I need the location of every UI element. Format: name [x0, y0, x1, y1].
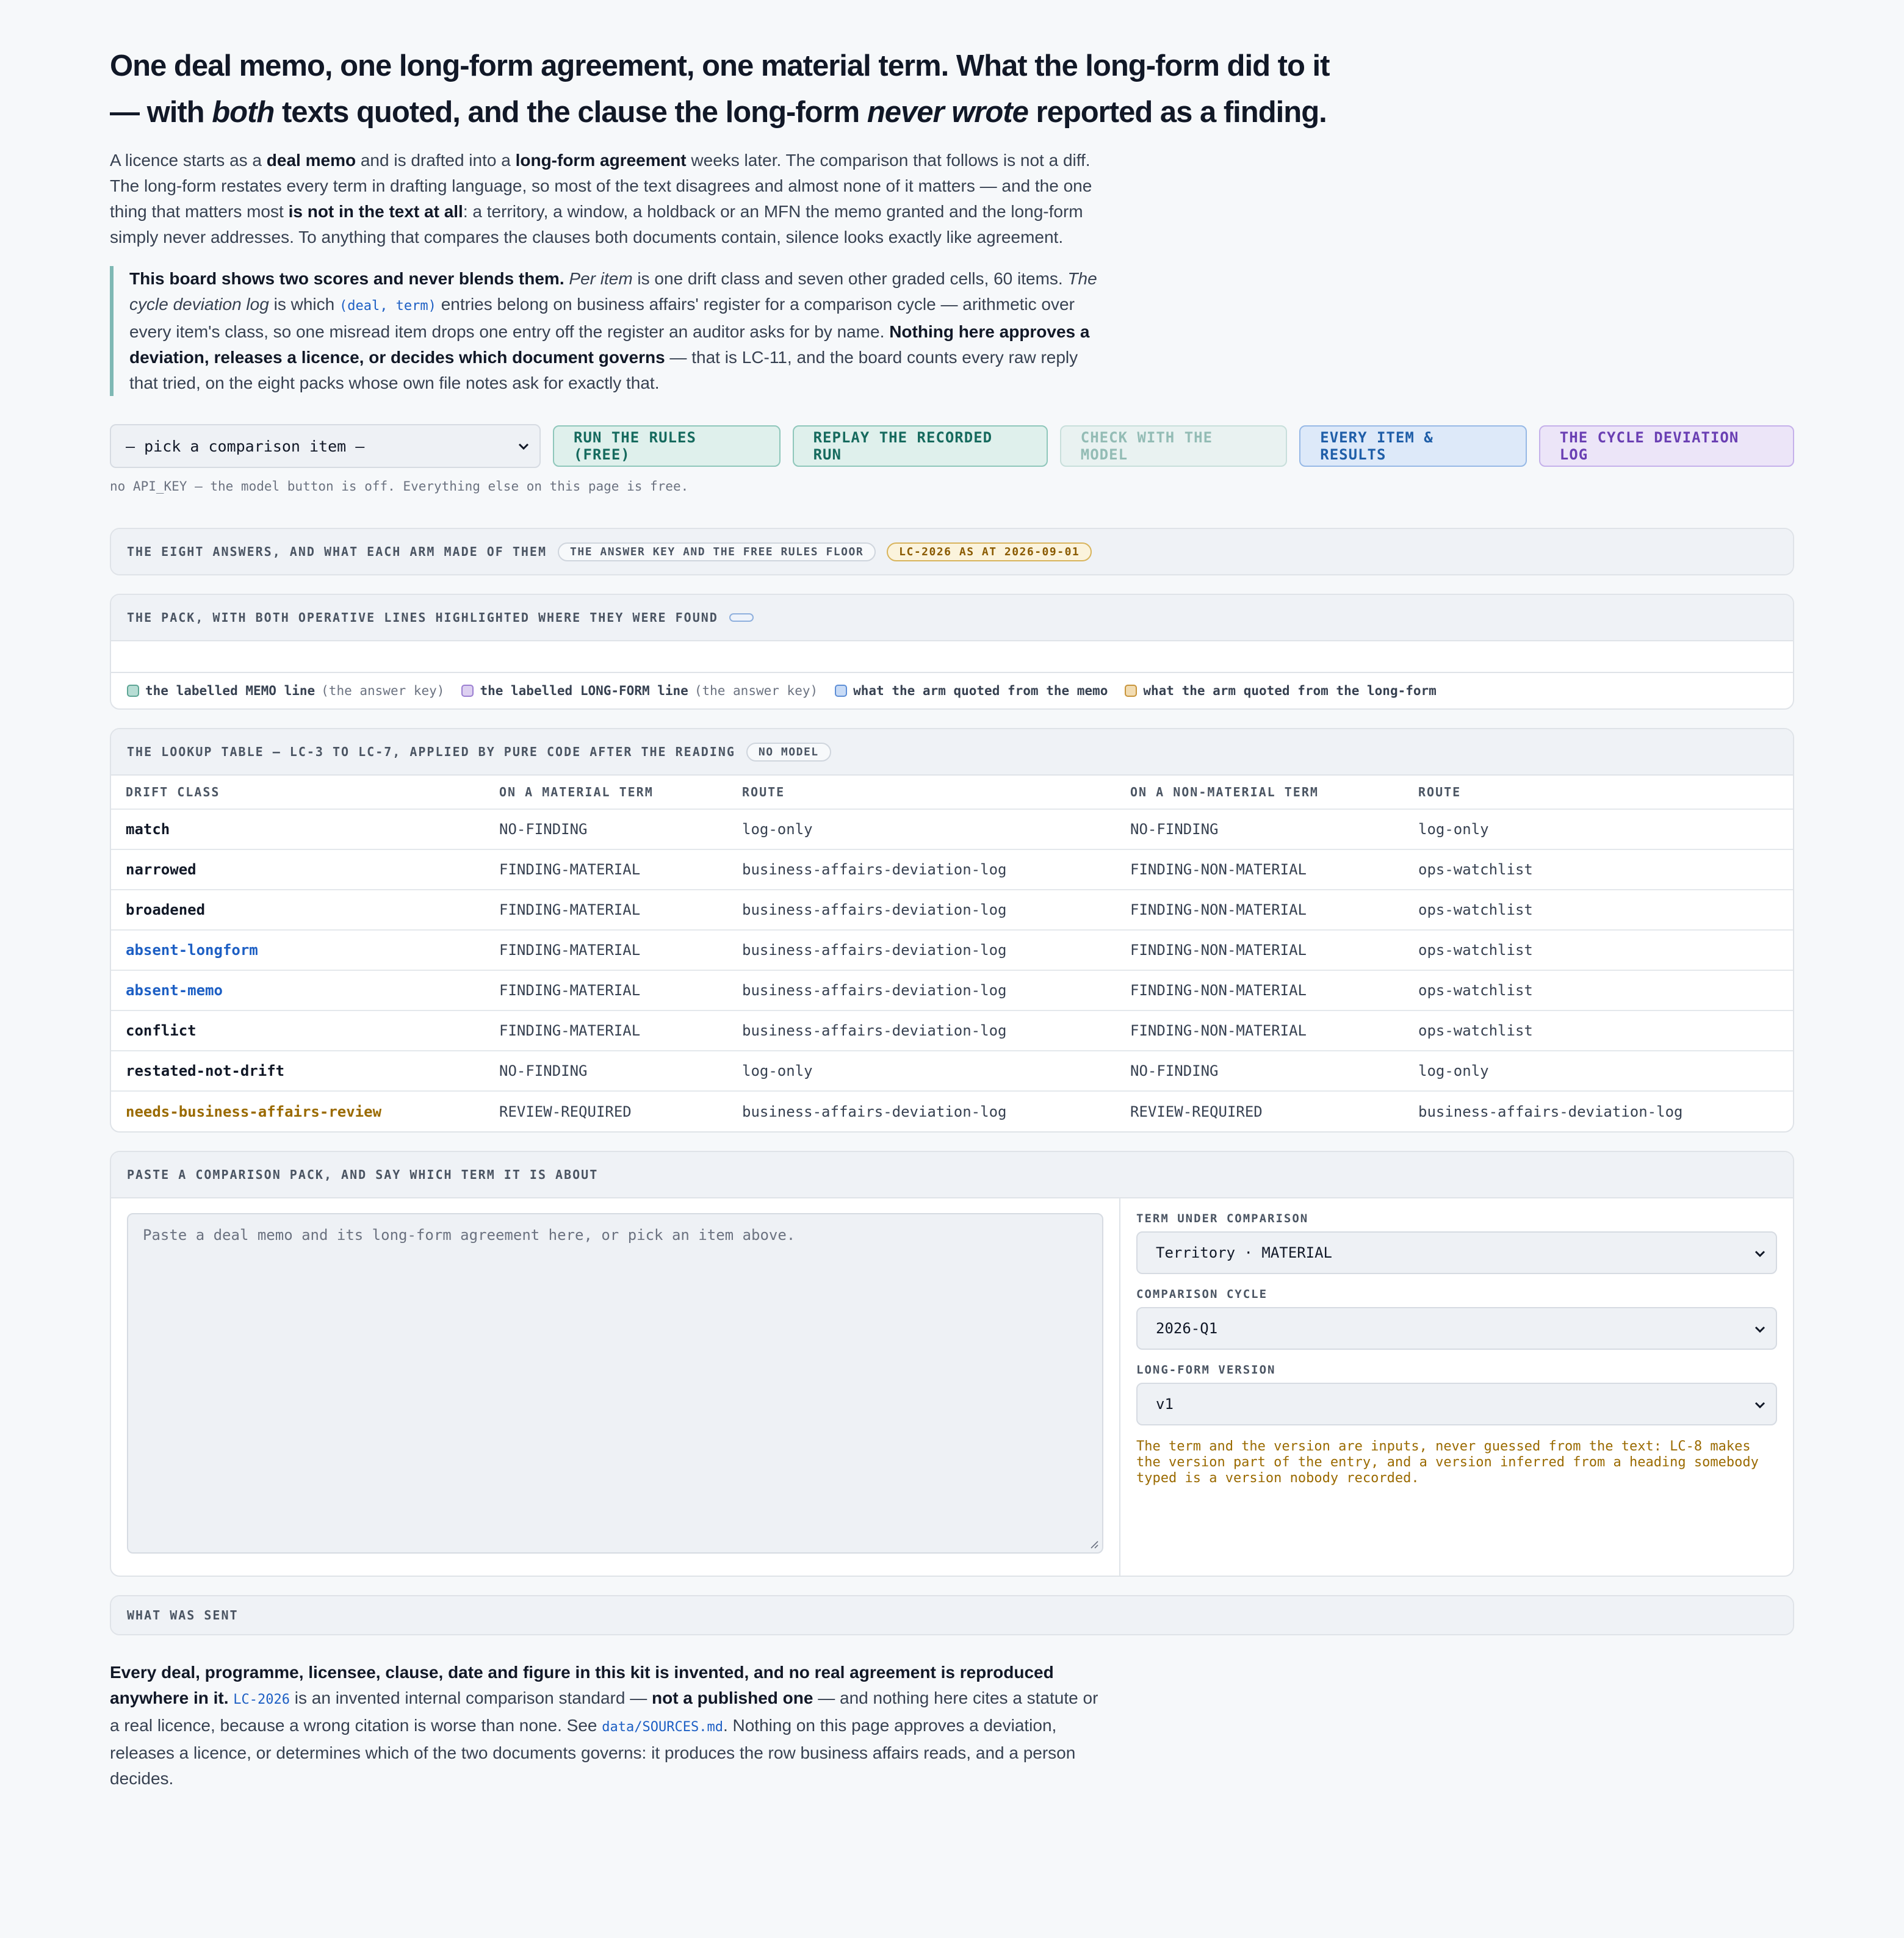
pack-panel-title: THE PACK, WITH BOTH OPERATIVE LINES HIGHLIGHTED WHERE THEY WERE FOUND: [127, 610, 718, 625]
table-cell: NO-FINDING: [485, 1051, 727, 1091]
table-cell: FINDING-MATERIAL: [485, 930, 727, 970]
table-cell: NO-FINDING: [485, 809, 727, 849]
column-header: ON A MATERIAL TERM: [485, 775, 727, 809]
sources-link[interactable]: data/SOURCES.md: [602, 1720, 723, 1735]
version-select-value: v1: [1156, 1396, 1174, 1413]
drift-class-cell: match: [111, 809, 485, 849]
chevron-down-icon: [1753, 1397, 1767, 1412]
legend-item: [127, 683, 444, 698]
answer-key-badge: THE ANSWER KEY AND THE FREE RULES FLOOR: [558, 542, 876, 561]
chevron-down-icon: [1753, 1322, 1767, 1336]
legend-item: [835, 683, 1108, 698]
column-header: ROUTE: [1404, 775, 1793, 809]
page: [110, 43, 1794, 1809]
lookup-panel-header: [111, 729, 1793, 774]
table-cell: business-affairs-deviation-log: [727, 930, 1116, 970]
legend-label: the labelled MEMO line: [145, 683, 316, 698]
no-model-badge: NO MODEL: [746, 743, 831, 762]
table-header-row: [111, 775, 1793, 809]
drift-class-cell: needs-business-affairs-review: [111, 1091, 485, 1131]
table-cell: ops-watchlist: [1404, 930, 1793, 970]
cycle-select[interactable]: [1136, 1307, 1777, 1350]
table-cell: NO-FINDING: [1116, 809, 1404, 849]
sent-panel-title: WHAT WAS SENT: [127, 1608, 239, 1623]
resize-grip-icon[interactable]: [1089, 1539, 1098, 1549]
empty-status-badge: [729, 613, 754, 622]
standard-link[interactable]: LC-2026: [233, 1692, 290, 1707]
table-row: [111, 809, 1793, 849]
pack-textarea-placeholder: Paste a deal memo and its long-form agreement here, or pick an item above.: [143, 1227, 796, 1244]
table-row: [111, 1051, 1793, 1091]
comparison-item-select[interactable]: [110, 424, 541, 468]
column-header: ON A NON-MATERIAL TERM: [1116, 775, 1404, 809]
legend-item: [461, 683, 818, 698]
paste-panel: [110, 1151, 1794, 1577]
table-cell: REVIEW-REQUIRED: [485, 1091, 727, 1131]
cycle-label: COMPARISON CYCLE: [1136, 1288, 1268, 1301]
page-title: One deal memo, one long-form agreement, one material term. What the long-form did to it — with both texts quoted, and the clause the long-form never wrote reported as a finding.: [110, 49, 1330, 129]
legend-label: the labelled LONG-FORM line: [480, 683, 688, 698]
legend-note: (the answer key): [321, 683, 445, 698]
table-row: [111, 1091, 1793, 1131]
sent-panel-header[interactable]: [111, 1596, 1793, 1634]
legend-label: what the arm quoted from the long-form: [1143, 683, 1437, 698]
column-header: ROUTE: [727, 775, 1116, 809]
table-cell: log-only: [727, 1051, 1116, 1091]
version-select[interactable]: [1136, 1383, 1777, 1425]
check-model-button[interactable]: CHECK WITH THE MODEL: [1060, 425, 1288, 467]
table-cell: ops-watchlist: [1404, 1010, 1793, 1051]
api-key-hint: no API_KEY — the model button is off. Everything else on this page is free.: [110, 479, 689, 494]
table-cell: business-affairs-deviation-log: [1404, 1091, 1793, 1131]
drift-class-cell: absent-memo: [111, 970, 485, 1010]
paste-panel-title: PASTE A COMPARISON PACK, AND SAY WHICH TERM IT IS ABOUT: [127, 1167, 599, 1182]
table-cell: FINDING-NON-MATERIAL: [1116, 970, 1404, 1010]
sent-panel: [110, 1595, 1794, 1635]
version-label: LONG-FORM VERSION: [1136, 1363, 1276, 1377]
table-cell: FINDING-NON-MATERIAL: [1116, 1010, 1404, 1051]
drift-class-cell: restated-not-drift: [111, 1051, 485, 1091]
table-cell: FINDING-NON-MATERIAL: [1116, 849, 1404, 890]
every-item-button[interactable]: EVERY ITEM & RESULTS: [1299, 425, 1527, 467]
pack-panel-header[interactable]: [111, 595, 1793, 640]
lookup-panel: [110, 728, 1794, 1133]
toolbar: [110, 424, 1794, 468]
table-cell: business-affairs-deviation-log: [727, 849, 1116, 890]
comparison-item-select-value: — pick a comparison item —: [126, 437, 365, 455]
pack-viewer: [111, 640, 1793, 672]
answers-panel-header[interactable]: [111, 529, 1793, 574]
pack-panel: [110, 594, 1794, 710]
legend-item: [1125, 683, 1436, 698]
standard-date-badge: LC-2026 AS AT 2026-09-01: [887, 542, 1092, 561]
table-cell: FINDING-NON-MATERIAL: [1116, 890, 1404, 930]
replay-run-button[interactable]: REPLAY THE RECORDED RUN: [793, 425, 1048, 467]
table-row: [111, 1010, 1793, 1051]
table-cell: FINDING-NON-MATERIAL: [1116, 930, 1404, 970]
table-cell: business-affairs-deviation-log: [727, 890, 1116, 930]
legend-swatch: [127, 685, 139, 697]
drift-class-cell: conflict: [111, 1010, 485, 1051]
drift-class-cell: broadened: [111, 890, 485, 930]
legend-label: what the arm quoted from the memo: [853, 683, 1108, 698]
run-rules-button[interactable]: RUN THE RULES (FREE): [553, 425, 781, 467]
legend-swatch: [835, 685, 847, 697]
table-row: [111, 849, 1793, 890]
answers-panel: [110, 528, 1794, 575]
table-cell: NO-FINDING: [1116, 1051, 1404, 1091]
term-select-value: Territory · MATERIAL: [1156, 1244, 1332, 1261]
paste-panel-header: [111, 1152, 1793, 1197]
intro-paragraph: A licence starts as a deal memo and is drafted into a long-form agreement weeks later. The comparison that follows is not a diff. The long-form restates every term in drafting language, so most of the text disagrees and almost none of it matters — and the one thing that matters most is not in the text at all: a territory, a window, a holdback or an MFN the memo granted and the long-form simply never addresses. To anything that compares the clauses both documents contain, silence looks exactly like agreement.: [110, 151, 1092, 247]
term-label: TERM UNDER COMPARISON: [1136, 1212, 1309, 1225]
table-cell: ops-watchlist: [1404, 890, 1793, 930]
footer-disclaimer: Every deal, programme, licensee, clause, date and figure in this kit is invented, and no real agreement is reproduced anywhere in it. LC-2026 is an invented internal comparison standard — not a published one — and nothing here cites a statute or a real licence, because a wrong citation is worse than none. See data/SOURCES.md. Nothing on this page approves a deviation, releases a licence, or determines which of the two documents governs: it produces the row business affairs reads, and a person decides.: [110, 1663, 1098, 1788]
table-cell: FINDING-MATERIAL: [485, 890, 727, 930]
chevron-down-icon: [516, 439, 531, 453]
table-cell: ops-watchlist: [1404, 970, 1793, 1010]
table-cell: log-only: [727, 809, 1116, 849]
column-header: DRIFT CLASS: [111, 775, 485, 809]
drift-class-cell: narrowed: [111, 849, 485, 890]
legend-note: (the answer key): [694, 683, 818, 698]
drift-class-cell: absent-longform: [111, 930, 485, 970]
term-select[interactable]: [1136, 1231, 1777, 1274]
table-cell: business-affairs-deviation-log: [727, 1091, 1116, 1131]
legend-swatch: [1125, 685, 1137, 697]
inputs-note: The term and the version are inputs, never guessed from the text: LC-8 makes the version part of the entry, and a version inferred from a heading somebody typed is a version nobody recorded.: [1136, 1439, 1759, 1486]
table-cell: FINDING-MATERIAL: [485, 849, 727, 890]
answers-panel-title: THE EIGHT ANSWERS, AND WHAT EACH ARM MADE OF THEM: [127, 544, 547, 559]
cycle-select-value: 2026-Q1: [1156, 1320, 1218, 1337]
table-row: [111, 970, 1793, 1010]
highlight-legend: [111, 672, 1793, 708]
table-cell: FINDING-MATERIAL: [485, 1010, 727, 1051]
table-row: [111, 930, 1793, 970]
table-cell: business-affairs-deviation-log: [727, 1010, 1116, 1051]
lookup-table: [111, 774, 1793, 1131]
table-cell: REVIEW-REQUIRED: [1116, 1091, 1404, 1131]
table-cell: log-only: [1404, 1051, 1793, 1091]
table-cell: FINDING-MATERIAL: [485, 970, 727, 1010]
table-cell: business-affairs-deviation-log: [727, 970, 1116, 1010]
legend-swatch: [461, 685, 474, 697]
scoring-callout: This board shows two scores and never blends them. Per item is one drift class and seven other graded cells, 60 items. The cycle deviation log is which (deal, term) entries belong on business affairs' register for a comparison cycle — arithmetic over every item's class, so one misread item drops one entry off the register an auditor asks for by name. Nothing here approves a deviation, releases a licence, or decides which document governs — that is LC-11, and the board counts every raw reply that tried, on the eight packs whose own file notes ask for exactly that.: [110, 266, 1111, 396]
table-cell: log-only: [1404, 809, 1793, 849]
table-cell: ops-watchlist: [1404, 849, 1793, 890]
chevron-down-icon: [1753, 1246, 1767, 1261]
pack-textarea[interactable]: [127, 1213, 1103, 1554]
deviation-log-button[interactable]: THE CYCLE DEVIATION LOG: [1539, 425, 1794, 467]
table-row: [111, 890, 1793, 930]
lookup-panel-title: THE LOOKUP TABLE — LC-3 TO LC-7, APPLIED BY PURE CODE AFTER THE READING: [127, 744, 735, 759]
